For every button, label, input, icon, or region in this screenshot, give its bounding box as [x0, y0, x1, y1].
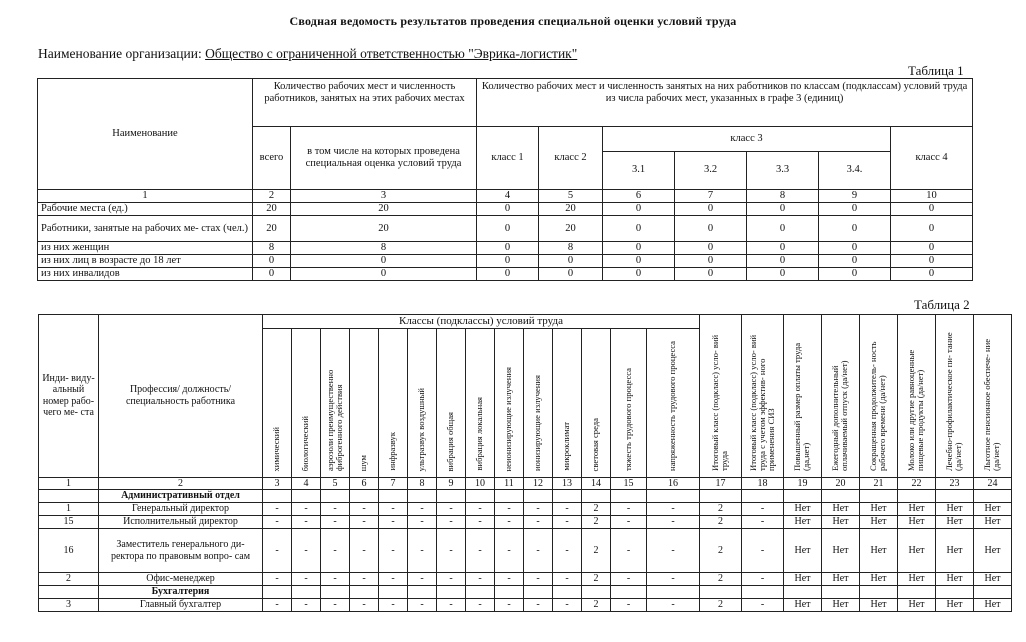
cell-value: 8: [253, 242, 291, 255]
cell-value: 0: [891, 203, 973, 216]
cell-value: Нет: [936, 573, 974, 586]
cell-value: 2: [700, 573, 742, 586]
cell-value: -: [524, 516, 553, 529]
cell-value: -: [437, 503, 466, 516]
workplace-id: 15: [39, 516, 99, 529]
cell-value: 0: [819, 255, 891, 268]
cell-value: -: [742, 529, 784, 573]
t2-header-factor-text: неионизирующие излучения: [503, 366, 514, 471]
cell-value: 2: [582, 573, 611, 586]
cell-value: 8: [539, 242, 603, 255]
t2-header-summary-text: Лечебно-профилактическое пи- тание (да/нет): [944, 332, 964, 471]
cell-value: -: [553, 503, 582, 516]
department-row: [39, 490, 1012, 503]
t2-col-number: 22: [898, 477, 936, 490]
organization-name: Общество с ограниченной ответственностью "Эврика-логистик": [205, 46, 578, 61]
row-label: из них женщин: [38, 242, 253, 255]
cell-value: 0: [539, 255, 603, 268]
cell-value: -: [263, 573, 292, 586]
cell-value: -: [495, 573, 524, 586]
t2-col-number: 16: [647, 477, 700, 490]
cell-value: -: [292, 573, 321, 586]
cell-value: -: [611, 529, 647, 573]
profession-name: Офис-менеджер: [99, 573, 263, 586]
cell-value: 0: [603, 268, 675, 281]
cell-value: -: [379, 573, 408, 586]
cell-value: -: [408, 503, 437, 516]
cell-value: 0: [747, 203, 819, 216]
t2-col-number: 11: [495, 477, 524, 490]
t2-col-number: 6: [350, 477, 379, 490]
t2-header-factor: [408, 329, 437, 478]
cell-value: Нет: [974, 599, 1012, 612]
t2-header-classes: Классы (подклассы) условий труда: [263, 315, 700, 329]
cell-value: -: [263, 529, 292, 573]
cell-value: 20: [253, 216, 291, 242]
cell-value: -: [321, 516, 350, 529]
t1-header-group-b: Количество рабочих мест и численность занятых на них работников по классам (подклассам) условий труда из числа рабочих мест, указанных в графе 3 (единиц): [477, 79, 973, 127]
cell-value: 0: [603, 255, 675, 268]
t2-header-factor: [553, 329, 582, 478]
cell-value: 2: [582, 516, 611, 529]
cell-value: 2: [582, 503, 611, 516]
t2-header-summary-text: Ежегодный дополнительный оплачиваемый отпуск (да/нет): [830, 360, 850, 471]
cell-value: 0: [253, 268, 291, 281]
cell-value: 0: [477, 216, 539, 242]
cell-value: 0: [891, 255, 973, 268]
cell-value: 0: [891, 268, 973, 281]
cell-value: 0: [675, 242, 747, 255]
t2-header-factor-text: тяжесть трудового процесса: [622, 368, 633, 471]
workplaces-table: [38, 314, 1012, 612]
cell-value: -: [321, 529, 350, 573]
cell-value: -: [742, 516, 784, 529]
t2-header-factor: [466, 329, 495, 478]
cell-value: -: [647, 599, 700, 612]
t1-col-number: 3: [291, 190, 477, 203]
cell-value: 2: [700, 599, 742, 612]
organization-line: [38, 46, 577, 62]
t2-header-factor: [350, 329, 379, 478]
cell-value: 20: [253, 203, 291, 216]
t2-header-factor: [321, 329, 350, 478]
t2-header-factor-text: шум: [358, 454, 369, 471]
cell-value: 0: [819, 268, 891, 281]
t2-header-factor-text: ультразвук воздушный: [416, 387, 427, 471]
table-row: [39, 573, 1012, 586]
workplace-id: 2: [39, 573, 99, 586]
cell-value: -: [321, 599, 350, 612]
cell-value: -: [350, 503, 379, 516]
cell-value: -: [495, 503, 524, 516]
table2-caption: Таблица 2: [914, 297, 970, 312]
t1-header-total: всего: [253, 127, 291, 190]
cell-value: 0: [603, 216, 675, 242]
cell-value: 0: [675, 255, 747, 268]
t1-header-assessed: в том числе на которых проведена специальная оценка условий труда: [291, 127, 477, 190]
cell-value: 0: [747, 216, 819, 242]
t2-header-factor-text: вибрация общая: [445, 411, 456, 471]
cell-value: Нет: [898, 599, 936, 612]
cell-value: Нет: [822, 573, 860, 586]
cell-value: 0: [819, 216, 891, 242]
cell-value: 0: [291, 255, 477, 268]
profession-name: Исполнительный директор: [99, 516, 263, 529]
cell-value: -: [524, 529, 553, 573]
cell-value: -: [742, 573, 784, 586]
cell-value: -: [611, 503, 647, 516]
cell-value: Нет: [898, 573, 936, 586]
cell-value: -: [647, 529, 700, 573]
summary-table: [37, 78, 973, 281]
t2-header-factor: [437, 329, 466, 478]
t1-header-class3: класс 3: [603, 127, 891, 152]
cell-value: Нет: [936, 516, 974, 529]
cell-value: -: [647, 503, 700, 516]
t2-header-summary: [822, 315, 860, 478]
cell-value: 2: [700, 516, 742, 529]
t1-header-class1: класс 1: [477, 127, 539, 190]
cell-value: Нет: [936, 529, 974, 573]
t2-header-factor: [263, 329, 292, 478]
t1-col-number: 10: [891, 190, 973, 203]
organization-label: Наименование организации:: [38, 46, 202, 61]
cell-value: 0: [603, 242, 675, 255]
t2-col-number: 10: [466, 477, 495, 490]
profession-name: Главный бухгалтер: [99, 599, 263, 612]
cell-value: Нет: [860, 599, 898, 612]
cell-value: 0: [675, 216, 747, 242]
t2-header-factor-text: аэрозоли преимущественно фиброгенного действия: [324, 369, 344, 471]
t2-col-number: 2: [99, 477, 263, 490]
t2-header-summary-text: Молоко или другие равноценные пищевые продукты (да/нет): [906, 349, 926, 471]
t2-col-number: 14: [582, 477, 611, 490]
cell-value: 20: [291, 203, 477, 216]
cell-value: Нет: [974, 529, 1012, 573]
cell-value: 20: [291, 216, 477, 242]
t2-col-number: 18: [742, 477, 784, 490]
cell-value: Нет: [784, 529, 822, 573]
t2-header-factor: [292, 329, 321, 478]
cell-value: -: [466, 529, 495, 573]
t2-header-factor-text: микроклимат: [561, 422, 572, 471]
t2-col-number: 13: [553, 477, 582, 490]
cell-value: -: [524, 573, 553, 586]
cell-value: 0: [253, 255, 291, 268]
cell-value: -: [466, 573, 495, 586]
cell-value: -: [611, 516, 647, 529]
cell-value: Нет: [974, 503, 1012, 516]
cell-value: -: [292, 503, 321, 516]
t1-col-number: 1: [38, 190, 253, 203]
t2-header-summary-text: Итоговый класс (подкласс) усло- вий труда с учетом эффектив- ного применения СИЗ: [747, 334, 776, 471]
department-label: Бухгалтерия: [99, 586, 263, 599]
cell-value: 8: [291, 242, 477, 255]
cell-value: Нет: [822, 503, 860, 516]
t1-header-group-a: Количество рабочих мест и численность работников, занятых на этих рабочих местах: [253, 79, 477, 127]
cell-value: Нет: [974, 573, 1012, 586]
cell-value: -: [647, 516, 700, 529]
cell-value: -: [408, 529, 437, 573]
cell-value: 0: [819, 203, 891, 216]
t2-col-number: 19: [784, 477, 822, 490]
cell-value: -: [292, 599, 321, 612]
cell-value: Нет: [822, 516, 860, 529]
cell-value: -: [379, 503, 408, 516]
cell-value: -: [611, 599, 647, 612]
cell-value: -: [437, 529, 466, 573]
t1-col-number: 8: [747, 190, 819, 203]
cell-value: -: [350, 529, 379, 573]
t1-header-class4: класс 4: [891, 127, 973, 190]
t2-col-number: 15: [611, 477, 647, 490]
cell-value: -: [437, 573, 466, 586]
t2-header-factor: [611, 329, 647, 478]
cell-value: 20: [539, 203, 603, 216]
t2-header-profession: Профессия/ должность/ специальность работника: [99, 315, 263, 478]
t2-col-number: 20: [822, 477, 860, 490]
t1-header-subclass: 3.1: [603, 152, 675, 190]
t1-col-number: 6: [603, 190, 675, 203]
cell-value: -: [553, 516, 582, 529]
t2-header-factor-text: инфразвук: [387, 432, 398, 471]
cell-value: -: [379, 529, 408, 573]
cell-value: -: [495, 516, 524, 529]
cell-value: Нет: [784, 599, 822, 612]
cell-value: -: [408, 573, 437, 586]
cell-value: Нет: [898, 503, 936, 516]
cell-value: Нет: [860, 529, 898, 573]
table-row: [38, 268, 973, 281]
workplace-id: 1: [39, 503, 99, 516]
cell-value: 0: [539, 268, 603, 281]
cell-value: -: [263, 503, 292, 516]
cell-value: Нет: [822, 529, 860, 573]
cell-value: 0: [675, 268, 747, 281]
table-row: [38, 255, 973, 268]
cell-value: -: [263, 599, 292, 612]
cell-value: Нет: [784, 573, 822, 586]
cell-value: -: [466, 599, 495, 612]
t2-col-number: 3: [263, 477, 292, 490]
t1-col-number: 9: [819, 190, 891, 203]
t2-header-summary: [860, 315, 898, 478]
t2-header-factor: [582, 329, 611, 478]
t2-header-factor: [524, 329, 553, 478]
table-row: [39, 503, 1012, 516]
cell-value: -: [379, 516, 408, 529]
t2-header-summary: [974, 315, 1012, 478]
cell-value: Нет: [784, 503, 822, 516]
cell-value: Нет: [936, 599, 974, 612]
t2-header-summary-text: Итоговый класс (подкласс) усло- вий труда: [710, 334, 730, 471]
cell-value: 2: [700, 529, 742, 573]
table-row: [38, 242, 973, 255]
cell-value: -: [321, 503, 350, 516]
department-row: [39, 586, 1012, 599]
cell-value: Нет: [822, 599, 860, 612]
table-row: [39, 529, 1012, 573]
cell-value: -: [742, 503, 784, 516]
t2-col-number: 9: [437, 477, 466, 490]
t1-col-number: 5: [539, 190, 603, 203]
cell-value: -: [292, 529, 321, 573]
table-row: [39, 599, 1012, 612]
cell-value: 0: [675, 203, 747, 216]
cell-value: -: [350, 573, 379, 586]
cell-value: -: [553, 599, 582, 612]
t1-col-number: 7: [675, 190, 747, 203]
profession-name: Заместитель генерального ди- ректора по правовым вопро- сам: [99, 529, 263, 573]
cell-value: -: [437, 599, 466, 612]
t2-header-summary: [784, 315, 822, 478]
t2-header-summary: [898, 315, 936, 478]
t1-header-subclass: 3.2: [675, 152, 747, 190]
table-row: [38, 216, 973, 242]
cell-value: 0: [291, 268, 477, 281]
t2-header-summary: [700, 315, 742, 478]
row-label: из них инвалидов: [38, 268, 253, 281]
t2-header-factor-text: биологический: [300, 415, 311, 471]
t2-header-factor: [495, 329, 524, 478]
t2-col-number: 23: [936, 477, 974, 490]
cell-value: -: [350, 516, 379, 529]
cell-value: Нет: [898, 516, 936, 529]
t2-header-factor-text: напряженность трудового процесса: [667, 340, 678, 471]
cell-value: 0: [477, 203, 539, 216]
cell-value: -: [437, 516, 466, 529]
cell-value: -: [350, 599, 379, 612]
t2-header-factor-text: ионизирующие излучения: [532, 374, 543, 471]
cell-value: 0: [747, 255, 819, 268]
cell-value: -: [611, 573, 647, 586]
cell-value: 0: [477, 268, 539, 281]
t2-header-summary: [742, 315, 784, 478]
cell-value: -: [263, 516, 292, 529]
cell-value: -: [408, 599, 437, 612]
cell-value: 20: [539, 216, 603, 242]
workplace-id: 16: [39, 529, 99, 573]
t1-col-number: 2: [253, 190, 291, 203]
t2-col-number: 7: [379, 477, 408, 490]
cell-value: -: [524, 599, 553, 612]
cell-value: Нет: [974, 516, 1012, 529]
t2-col-number: 17: [700, 477, 742, 490]
t2-header-summary-text: Льготное пенсионное обеспече- ние (да/нет): [982, 338, 1002, 471]
t2-col-number: 4: [292, 477, 321, 490]
cell-value: -: [408, 516, 437, 529]
cell-value: 0: [891, 242, 973, 255]
t2-header-factor-text: химический: [271, 426, 282, 471]
cell-value: Нет: [898, 529, 936, 573]
cell-value: -: [292, 516, 321, 529]
cell-value: 2: [582, 529, 611, 573]
cell-value: -: [524, 503, 553, 516]
cell-value: -: [647, 573, 700, 586]
t2-col-number: 12: [524, 477, 553, 490]
t2-header-factor-text: световая среда: [590, 417, 601, 471]
cell-value: Нет: [860, 573, 898, 586]
t2-header-summary-text: Повышенный размер оплаты труда (да,нет): [792, 342, 812, 471]
cell-value: -: [553, 529, 582, 573]
t2-col-number: 1: [39, 477, 99, 490]
cell-value: 0: [747, 268, 819, 281]
row-label: из них лиц в возрасте до 18 лет: [38, 255, 253, 268]
cell-value: -: [379, 599, 408, 612]
table1-caption: Таблица 1: [908, 63, 964, 78]
cell-value: 0: [891, 216, 973, 242]
cell-value: 0: [477, 242, 539, 255]
cell-value: -: [466, 516, 495, 529]
cell-value: -: [495, 599, 524, 612]
t2-header-summary: [936, 315, 974, 478]
t2-col-number: 5: [321, 477, 350, 490]
cell-value: Нет: [860, 503, 898, 516]
cell-value: 0: [747, 242, 819, 255]
table-row: [38, 203, 973, 216]
t1-header-subclass: 3.3: [747, 152, 819, 190]
table-row: [39, 516, 1012, 529]
t2-col-number: 8: [408, 477, 437, 490]
cell-value: 2: [582, 599, 611, 612]
t2-col-number: 21: [860, 477, 898, 490]
document-title: Сводная ведомость результатов проведения специальной оценки условий труда: [289, 14, 737, 28]
cell-value: Нет: [860, 516, 898, 529]
cell-value: -: [495, 529, 524, 573]
t1-header-subclass: 3.4.: [819, 152, 891, 190]
t2-header-factor: [647, 329, 700, 478]
t1-col-number: 4: [477, 190, 539, 203]
cell-value: Нет: [936, 503, 974, 516]
cell-value: -: [553, 573, 582, 586]
t2-header-id: Инди- виду- альный номер рабо- чего ме- ста: [39, 315, 99, 478]
cell-value: 0: [477, 255, 539, 268]
cell-value: 0: [819, 242, 891, 255]
t2-header-factor: [379, 329, 408, 478]
department-label: Административный отдел: [99, 490, 263, 503]
cell-value: 2: [700, 503, 742, 516]
t2-col-number: 24: [974, 477, 1012, 490]
t2-header-factor-text: вибрация локальная: [474, 397, 485, 471]
t1-header-name: Наименование: [38, 79, 253, 190]
cell-value: Нет: [784, 516, 822, 529]
cell-value: 0: [603, 203, 675, 216]
cell-value: -: [321, 573, 350, 586]
profession-name: Генеральный директор: [99, 503, 263, 516]
cell-value: -: [466, 503, 495, 516]
cell-value: -: [742, 599, 784, 612]
row-label: Рабочие места (ед.): [38, 203, 253, 216]
t2-header-summary-text: Сокращенная продолжитель- ность рабочего времени (да/нет): [868, 341, 888, 471]
workplace-id: 3: [39, 599, 99, 612]
row-label: Работники, занятые на рабочих ме- стах (чел.): [38, 216, 253, 242]
t1-header-class2: класс 2: [539, 127, 603, 190]
